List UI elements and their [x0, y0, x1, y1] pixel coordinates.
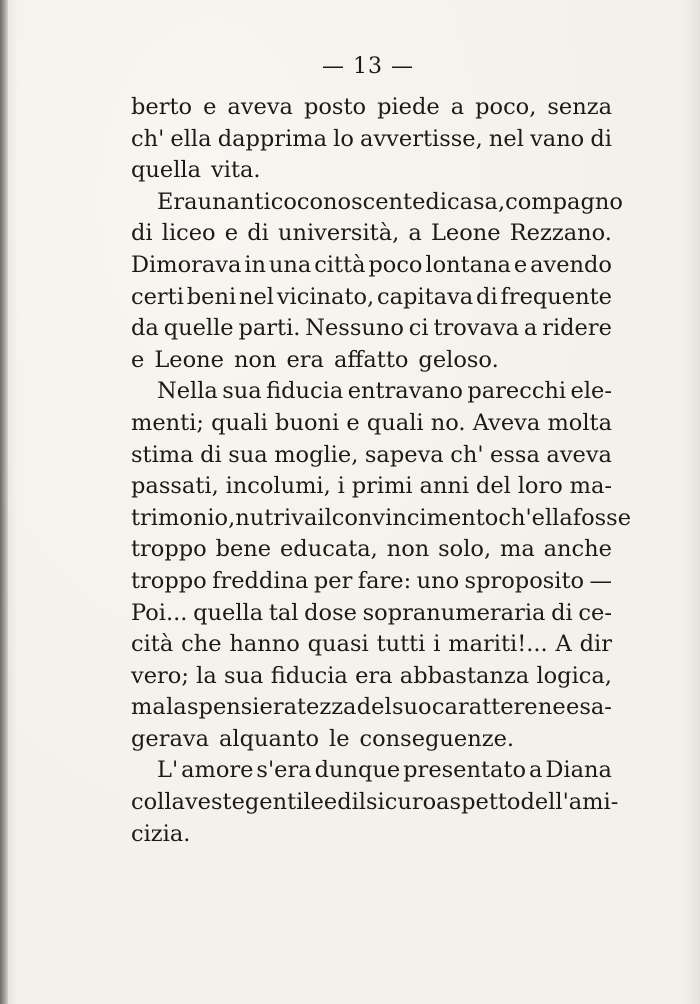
word: quelle	[163, 315, 234, 342]
word: conoscente	[296, 188, 426, 215]
word: passati,	[131, 473, 219, 500]
word: dell'	[520, 789, 569, 816]
word: affatto	[333, 346, 409, 373]
word: antico	[226, 188, 297, 215]
text-line	[131, 218, 612, 250]
word: mariti!...	[448, 631, 548, 658]
word: poco	[368, 251, 423, 278]
text-line	[131, 155, 612, 187]
word: Aveva	[472, 409, 541, 436]
word: città	[314, 251, 366, 278]
text-line	[131, 692, 612, 724]
word: fare:	[357, 567, 412, 594]
word: buoni	[275, 409, 340, 436]
word: sapeva	[364, 441, 444, 468]
word: parecchi	[467, 378, 567, 405]
word: vicinato,	[276, 283, 375, 310]
text-line	[131, 819, 612, 851]
word: quella	[131, 157, 202, 184]
word: troppo	[131, 567, 207, 594]
word: certi	[131, 283, 184, 310]
text-line	[131, 345, 612, 377]
word: non	[233, 346, 277, 373]
word: università,	[277, 220, 400, 247]
word: Poi...	[131, 599, 188, 626]
text-line	[131, 503, 632, 535]
word: le	[329, 725, 350, 752]
text-line	[131, 440, 612, 472]
text-line	[131, 661, 612, 693]
text-line	[131, 598, 612, 630]
word: tal	[268, 599, 299, 626]
word: vano	[530, 125, 585, 152]
word: Dimorava	[131, 251, 242, 278]
word: essa	[490, 441, 540, 468]
word: solo,	[438, 536, 492, 563]
word: ma	[131, 694, 166, 721]
word: i	[337, 473, 345, 500]
word: loro	[517, 473, 563, 500]
word: liceo	[161, 220, 216, 247]
word: che	[181, 631, 222, 658]
word: capitava	[377, 283, 474, 310]
word: ma	[499, 536, 535, 563]
word: dunque	[314, 757, 401, 784]
word: gerava	[131, 725, 210, 752]
word: a	[528, 757, 543, 784]
word: di	[590, 125, 612, 152]
word: sua	[224, 662, 264, 689]
word: nutriva	[235, 504, 318, 531]
word: freddina	[212, 567, 309, 594]
word: e	[203, 94, 217, 120]
word: compagno	[505, 188, 623, 215]
word: a	[408, 220, 422, 247]
word: conseguenze.	[359, 725, 515, 752]
word: nel	[238, 283, 274, 310]
word: convincimento	[331, 504, 499, 531]
word: ch'	[131, 125, 165, 152]
word: sproposito	[464, 567, 585, 594]
word: e	[346, 409, 360, 436]
word: di	[200, 441, 222, 468]
word: i	[433, 631, 441, 658]
word: fiducia	[270, 662, 348, 689]
word: Diana	[545, 757, 612, 784]
word: del	[475, 473, 511, 500]
word: fiducia	[266, 378, 344, 405]
word: incolumi,	[225, 473, 331, 500]
text-line	[131, 629, 612, 661]
word: vita.	[211, 157, 261, 184]
word: trimonio,	[131, 504, 236, 531]
word: suo	[392, 694, 432, 721]
word: alquanto	[219, 725, 320, 752]
word: dir	[579, 631, 612, 658]
text-line	[131, 787, 619, 819]
text-line	[131, 566, 612, 598]
word: il	[351, 789, 366, 816]
word: cizia.	[131, 820, 191, 847]
word: a	[450, 94, 465, 120]
word: parti.	[238, 315, 301, 342]
word: frequente	[500, 283, 612, 310]
word: berto	[131, 94, 193, 120]
word: di	[247, 220, 269, 247]
word: stima	[131, 441, 194, 468]
word: s'era	[256, 757, 312, 784]
word: ch'ella	[498, 504, 573, 531]
word: aveva	[546, 441, 612, 468]
word: no.	[430, 409, 466, 436]
word: Era	[157, 188, 198, 215]
word: Rezzano.	[509, 220, 612, 247]
word: troppo	[131, 536, 207, 563]
word: in	[244, 251, 266, 278]
word: piede	[377, 94, 440, 120]
word: tutti	[376, 631, 426, 658]
word: logica,	[536, 662, 612, 689]
word: menti;	[131, 409, 204, 436]
text-line	[131, 282, 612, 314]
word: hanno	[229, 631, 300, 658]
word: ci	[408, 315, 429, 342]
word: amore	[181, 757, 254, 784]
word: e	[131, 346, 145, 373]
word: ed	[323, 789, 352, 816]
word: dapprima	[217, 125, 328, 152]
word: posto	[303, 94, 367, 120]
word: del	[356, 694, 392, 721]
word: ami-	[568, 789, 619, 816]
word: Leone	[154, 346, 224, 373]
word: per	[313, 567, 353, 594]
word: ele-	[570, 378, 612, 405]
text-line	[131, 724, 612, 756]
word: beni	[186, 283, 237, 310]
word: Leone	[430, 220, 501, 247]
word: fosse	[572, 504, 632, 531]
page-binding-edge	[0, 0, 8, 1004]
text-line	[131, 376, 612, 408]
word: poco,	[475, 94, 537, 120]
body-text	[131, 92, 632, 850]
word: —	[589, 567, 612, 594]
word: ch'	[450, 441, 484, 468]
word: spensieratezza	[187, 694, 357, 721]
word: quali	[211, 409, 268, 436]
word: anni	[419, 473, 470, 500]
word: trovava	[433, 315, 520, 342]
word: di	[476, 283, 498, 310]
word: veste	[184, 789, 245, 816]
word: avvertisse,	[360, 125, 483, 152]
word: colla	[131, 789, 185, 816]
word: L'	[157, 757, 179, 784]
word: ella	[170, 125, 212, 152]
text-line	[131, 471, 612, 503]
word: non	[386, 536, 430, 563]
word: da	[131, 315, 159, 342]
word: di	[131, 220, 153, 247]
word: cità	[131, 631, 174, 658]
word: di	[551, 599, 573, 626]
word: senza	[547, 94, 612, 120]
word: A	[555, 631, 572, 658]
text-line	[131, 124, 612, 156]
page-number: — 13 —	[322, 54, 414, 79]
word: lontana	[425, 251, 511, 278]
word: dose	[304, 599, 357, 626]
word: la	[196, 662, 217, 689]
word: vero;	[131, 662, 189, 689]
word: una	[268, 251, 312, 278]
word: lo	[333, 125, 354, 152]
text-line	[131, 250, 612, 282]
word: e	[224, 220, 239, 247]
word: entravano	[347, 378, 463, 405]
word: un	[197, 188, 227, 215]
text-line	[131, 534, 612, 566]
word: quali	[366, 409, 424, 436]
word: casa,	[447, 188, 506, 215]
word: abbastanza	[399, 662, 530, 689]
word: sopranumeraria	[362, 599, 546, 626]
word: carattere	[431, 694, 538, 721]
word: geloso.	[418, 346, 499, 373]
word: gentile	[244, 789, 324, 816]
word: Nessuno	[305, 315, 404, 342]
word: ridere	[542, 315, 612, 342]
word: nel	[488, 125, 524, 152]
text-line	[131, 187, 623, 219]
word: sicuro	[366, 789, 437, 816]
word: ma-	[569, 473, 612, 500]
word: era	[355, 662, 393, 689]
text-line	[131, 755, 612, 787]
word: e	[513, 251, 528, 278]
word: bene	[215, 536, 272, 563]
word: molta	[547, 409, 612, 436]
word: di	[425, 188, 447, 215]
text-line	[131, 92, 612, 124]
text-line	[131, 408, 612, 440]
word: quella	[193, 599, 264, 626]
word: il	[317, 504, 332, 531]
word: moglie,	[274, 441, 359, 468]
word: presentato	[403, 757, 527, 784]
word: quasi	[307, 631, 369, 658]
word: a	[523, 315, 538, 342]
word: era	[286, 346, 324, 373]
word: sua	[222, 378, 262, 405]
word: aspetto	[436, 789, 521, 816]
word: sua	[228, 441, 268, 468]
word: aveva	[227, 94, 293, 120]
word: primi	[351, 473, 413, 500]
word: Nella	[157, 378, 218, 405]
word: educata,	[279, 536, 378, 563]
word: la	[166, 694, 187, 721]
word: ne	[537, 694, 566, 721]
word: avendo	[530, 251, 612, 278]
word: anche	[543, 536, 612, 563]
word: ce-	[578, 599, 612, 626]
word: esa-	[566, 694, 612, 721]
text-line	[131, 313, 612, 345]
word: uno	[416, 567, 460, 594]
